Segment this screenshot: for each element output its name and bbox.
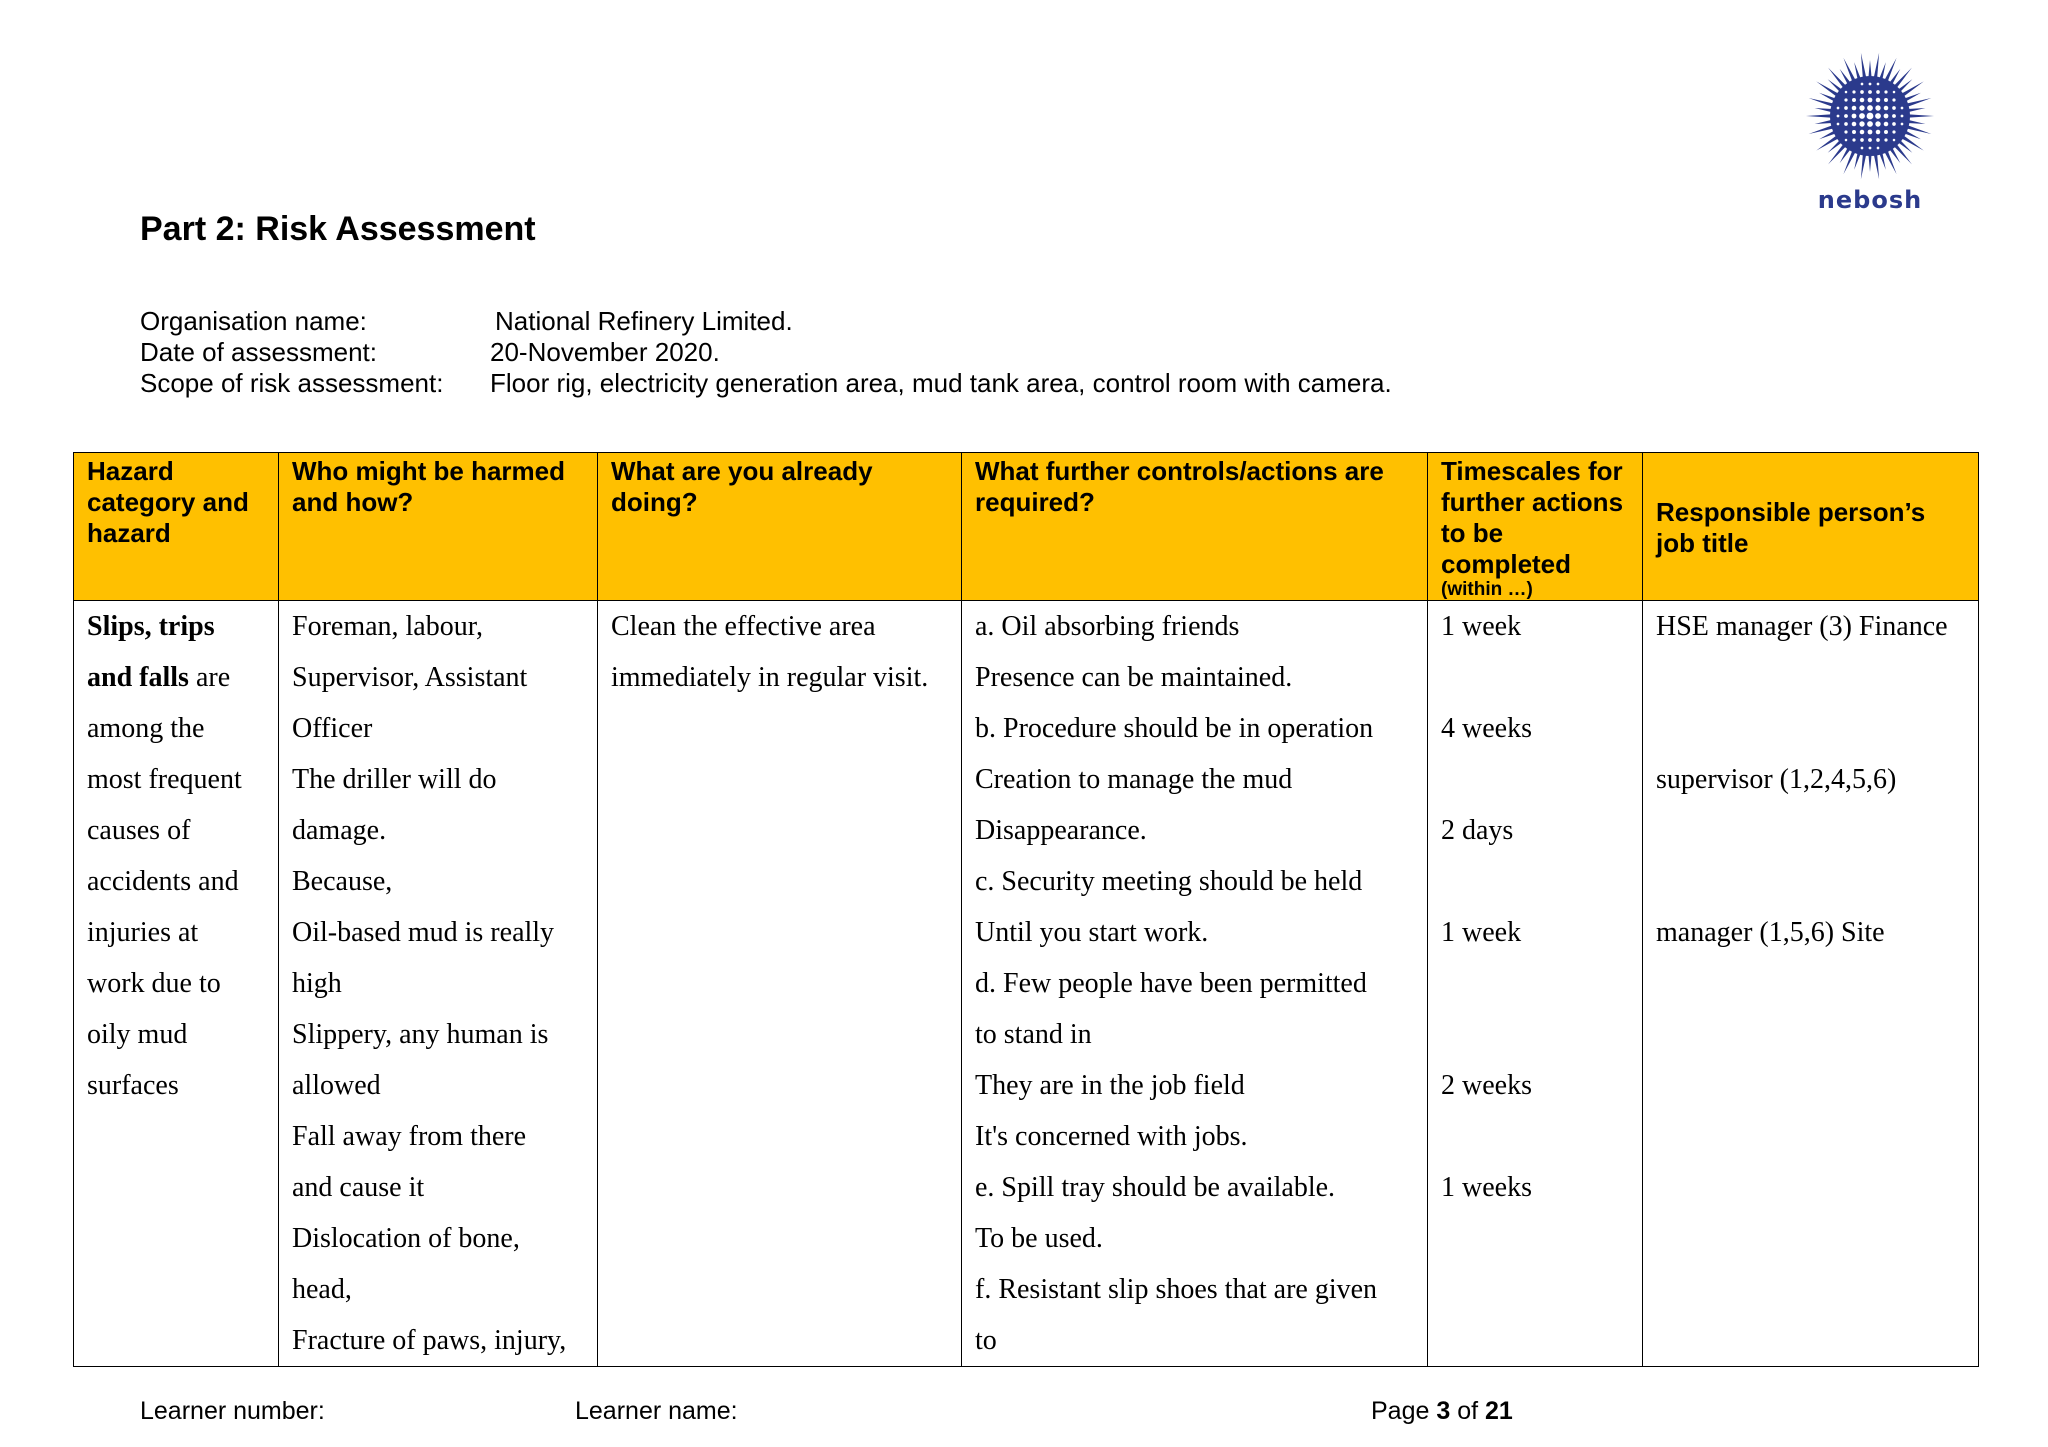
assessment-info — [140, 306, 1392, 399]
info-row-date — [140, 337, 1392, 368]
logo-dot — [1875, 121, 1880, 126]
cell-responsible — [1643, 601, 1979, 1367]
logo-dot — [1844, 114, 1848, 118]
cell-line: 1 week — [1441, 917, 1522, 948]
cell-line: manager (1,5,6) Site — [1656, 917, 1885, 948]
logo-dot — [1901, 115, 1904, 118]
table-row — [74, 601, 1979, 1367]
further-lines — [975, 601, 1414, 1366]
logo-dot — [1876, 138, 1880, 142]
header-timescales — [1428, 453, 1643, 601]
cell-line: and cause it — [292, 1172, 425, 1203]
logo-dot — [1844, 98, 1847, 101]
nebosh-logo-icon — [1800, 52, 1940, 182]
logo-dot — [1861, 147, 1864, 150]
cell-line: immediately in regular visit. — [611, 662, 929, 693]
logo-dot — [1875, 105, 1880, 110]
info-row-organisation — [140, 306, 1392, 337]
logo-dot — [1868, 90, 1872, 94]
cell-line: head, — [292, 1274, 352, 1305]
logo-dot — [1867, 113, 1874, 120]
logo-dot — [1884, 114, 1889, 119]
logo-dot — [1859, 121, 1864, 126]
cell-line: causes of — [87, 815, 191, 846]
logo-dot — [1837, 107, 1840, 110]
cell-timescales — [1428, 601, 1643, 1367]
cell-line: 2 weeks — [1441, 1070, 1532, 1101]
cell-line: Because, — [292, 866, 393, 897]
logo-dot — [1869, 83, 1872, 86]
cell-line — [1441, 856, 1629, 907]
cell-line: 1 week — [1441, 611, 1522, 642]
logo-dot — [1860, 130, 1865, 135]
logo-dot — [1884, 106, 1889, 111]
cell-line: work due to — [87, 968, 221, 999]
cell-line — [1441, 958, 1629, 1009]
cell-line: Slippery, any human is — [292, 1019, 549, 1050]
logo-dot — [1852, 138, 1855, 141]
info-row-scope — [140, 368, 1392, 399]
cell-who-harmed — [279, 601, 598, 1367]
logo-dot — [1837, 123, 1840, 126]
header-further-controls: What further controls/actions are required? — [962, 453, 1428, 601]
cell-line — [1441, 1009, 1629, 1060]
cell-already-doing — [598, 601, 962, 1367]
logo-dot — [1867, 121, 1873, 127]
learner-number-label: Learner number: — [140, 1397, 325, 1425]
logo-dot — [1868, 130, 1873, 135]
cell-line — [1441, 1111, 1629, 1162]
page-title: Part 2: Risk Assessment — [140, 210, 536, 248]
info-label: Scope of risk assessment: — [140, 368, 444, 398]
logo-dot — [1852, 122, 1857, 127]
cell-line: accidents and — [87, 866, 239, 897]
logo-dot — [1877, 83, 1880, 86]
logo-dot — [1844, 106, 1848, 110]
logo-dot — [1868, 98, 1873, 103]
cell-line: surfaces — [87, 1070, 179, 1101]
logo-dot — [1859, 113, 1865, 119]
info-value: Floor rig, electricity generation area, mud tank area, control room with camera. — [490, 368, 1392, 398]
cell-line — [1656, 805, 1965, 856]
header-timescales-note: (within …) — [1441, 579, 1533, 600]
cell-line: b. Procedure should be in operation — [975, 713, 1374, 744]
cell-line: to — [975, 1325, 997, 1356]
header-who-harmed: Who might be harmed and how? — [279, 453, 598, 601]
cell-line: Officer — [292, 713, 373, 744]
logo-dot — [1845, 91, 1848, 94]
cell-line: a. Oil absorbing friends — [975, 611, 1240, 642]
header-responsible: Responsible person’s job title — [1643, 453, 1979, 601]
cell-line: 2 days — [1441, 815, 1514, 846]
header-timescales-label: Timescales for further actions to be completed — [1441, 456, 1624, 579]
logo-dot — [1844, 130, 1847, 133]
logo-dot — [1861, 83, 1864, 86]
cell-line: Until you start work. — [975, 917, 1209, 948]
cell-line: Oil-based mud is really — [292, 917, 555, 948]
cell-line: e. Spill tray should be available. — [975, 1172, 1336, 1203]
hazard-lines — [87, 703, 265, 1111]
logo-dot — [1876, 90, 1880, 94]
cell-line: Fracture of paws, injury, — [292, 1325, 567, 1356]
logo-dot — [1901, 123, 1904, 126]
logo-dot — [1867, 105, 1873, 111]
logo-dot — [1860, 90, 1864, 94]
logo-dot — [1844, 122, 1848, 126]
page-current: 3 — [1436, 1397, 1451, 1425]
cell-line: high — [292, 968, 342, 999]
cell-line: It's concerned with jobs. — [975, 1121, 1248, 1152]
cell-line: oily mud — [87, 1019, 188, 1050]
cell-line: Clean the effective area — [611, 611, 876, 642]
logo-dot — [1869, 147, 1872, 150]
logo-text: nebosh — [1817, 186, 1923, 214]
hazard-line — [87, 652, 265, 703]
page-indicator — [1371, 1397, 1513, 1426]
of-word: of — [1457, 1397, 1479, 1425]
cell-further-controls — [962, 601, 1428, 1367]
cell-line: The driller will do — [292, 764, 497, 795]
logo-dot — [1892, 130, 1895, 133]
cell-hazard — [74, 601, 279, 1367]
cell-line: allowed — [292, 1070, 381, 1101]
cell-line: 4 weeks — [1441, 713, 1532, 744]
who-lines — [292, 601, 584, 1366]
logo-dot — [1892, 98, 1895, 101]
logo-dot — [1852, 106, 1857, 111]
logo-dot — [1845, 139, 1848, 142]
logo-dot — [1892, 122, 1896, 126]
responsible-lines — [1656, 601, 1965, 958]
cell-line: Foreman, labour, — [292, 611, 483, 642]
logo-dot — [1877, 147, 1880, 150]
cell-line: 1 weeks — [1441, 1172, 1532, 1203]
timescale-lines — [1441, 601, 1629, 1213]
cell-line: Creation to manage the mud — [975, 764, 1293, 795]
doing-lines — [611, 601, 948, 703]
info-label: Date of assessment: — [140, 337, 377, 367]
cell-line: among the — [87, 713, 205, 744]
logo-dot — [1884, 122, 1889, 127]
logo-dot — [1859, 105, 1864, 110]
cell-line — [1441, 652, 1629, 703]
cell-line: supervisor (1,2,4,5,6) — [1656, 764, 1897, 795]
logo-dot — [1852, 130, 1856, 134]
header-hazard: Hazard category and hazard — [74, 453, 279, 601]
logo-dot — [1860, 138, 1864, 142]
logo-dot — [1852, 114, 1857, 119]
logo-dot — [1868, 138, 1872, 142]
logo-dot — [1901, 107, 1904, 110]
cell-line: To be used. — [975, 1223, 1103, 1254]
logo-dot — [1860, 98, 1865, 103]
header-already-doing: What are you already doing? — [598, 453, 962, 601]
nebosh-logo — [1800, 52, 1940, 222]
logo-dot — [1893, 139, 1896, 142]
logo-dot — [1852, 90, 1855, 93]
logo-dot — [1884, 138, 1887, 141]
cell-line: c. Security meeting should be held — [975, 866, 1363, 897]
cell-line: Fall away from there — [292, 1121, 527, 1152]
logo-dot — [1876, 130, 1881, 135]
logo-dot — [1892, 106, 1896, 110]
cell-line: They are in the job field — [975, 1070, 1245, 1101]
info-label: Organisation name: — [140, 306, 367, 336]
cell-line: most frequent — [87, 764, 242, 795]
cell-line: d. Few people have been permitted — [975, 968, 1367, 999]
cell-line: Dislocation of bone, — [292, 1223, 520, 1254]
logo-dot — [1884, 90, 1887, 93]
learner-name-label: Learner name: — [575, 1397, 738, 1425]
logo-dot — [1875, 113, 1881, 119]
logo-dot — [1884, 98, 1888, 102]
info-value: National Refinery Limited. — [495, 306, 793, 336]
logo-dot — [1892, 114, 1896, 118]
hazard-bold-line: Slips, trips — [87, 611, 215, 642]
hazard-bold-text: and falls — [87, 662, 189, 693]
cell-line — [1656, 652, 1965, 703]
risk-assessment-table — [73, 452, 1979, 1367]
info-value: 20-November 2020. — [490, 337, 720, 367]
page-total: 21 — [1485, 1397, 1513, 1425]
page-word: Page — [1371, 1397, 1430, 1425]
cell-line — [1441, 754, 1629, 805]
cell-line — [1656, 703, 1965, 754]
cell-line: to stand in — [975, 1019, 1092, 1050]
cell-line: Disappearance. — [975, 815, 1147, 846]
cell-line: f. Resistant slip shoes that are given — [975, 1274, 1378, 1305]
cell-line: HSE manager (3) Finance — [1656, 611, 1948, 642]
logo-dot — [1884, 130, 1888, 134]
cell-line: Supervisor, Assistant — [292, 662, 528, 693]
logo-dot — [1876, 98, 1881, 103]
cell-line: injuries at — [87, 917, 199, 948]
table-header-row — [74, 453, 1979, 601]
logo-dot — [1837, 115, 1840, 118]
hazard-text: are — [195, 662, 231, 693]
cell-line: Presence can be maintained. — [975, 662, 1293, 693]
logo-dot — [1893, 91, 1896, 94]
cell-line: damage. — [292, 815, 387, 846]
logo-dot — [1852, 98, 1856, 102]
cell-line — [1656, 856, 1965, 907]
